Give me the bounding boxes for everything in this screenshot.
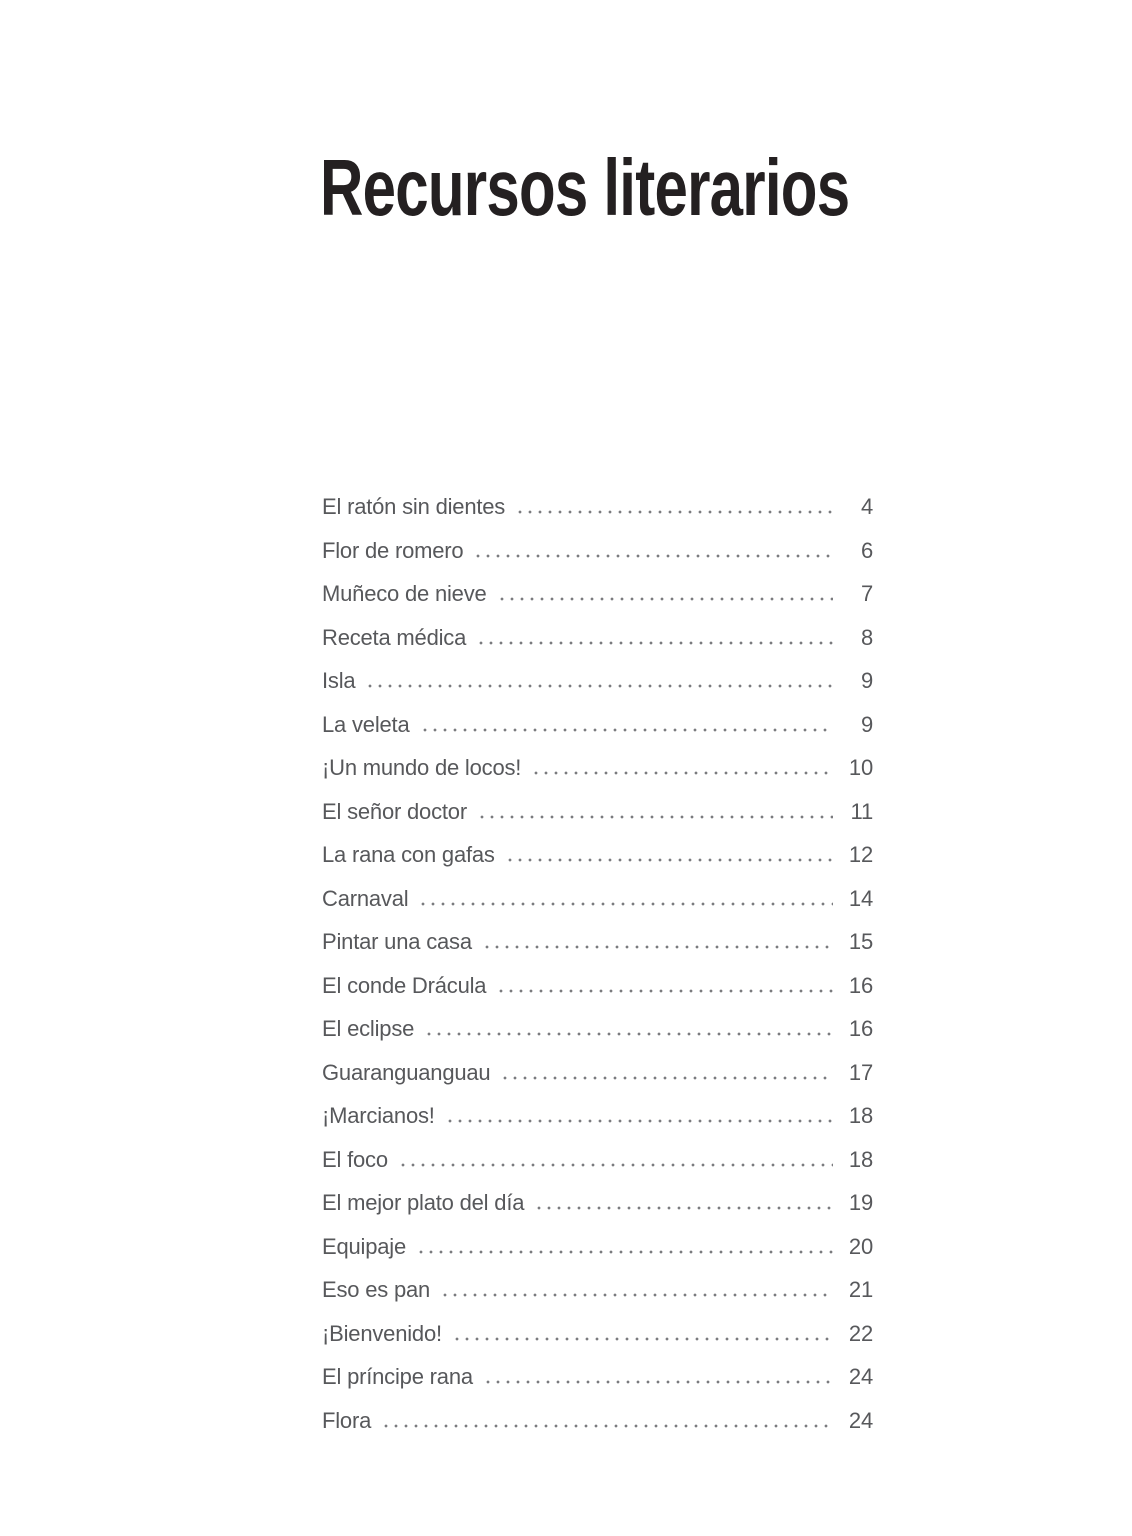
toc-entry-page-number: 24 xyxy=(848,1407,873,1433)
toc-entry-page-number: 16 xyxy=(848,972,873,998)
toc-entry xyxy=(322,799,873,843)
toc-entry xyxy=(322,886,873,930)
toc-entry-page-number: 18 xyxy=(848,1146,873,1172)
toc-entry xyxy=(322,712,873,756)
toc-entry-page-number: 7 xyxy=(860,581,873,606)
toc-entry-page-number: 12 xyxy=(848,842,873,867)
toc-list xyxy=(322,494,873,1451)
toc-entry-page-number: 21 xyxy=(848,1277,873,1302)
toc-entry-page-number: 20 xyxy=(848,1233,873,1259)
toc-entry-page-number: 19 xyxy=(848,1190,873,1215)
dotted-leader xyxy=(424,1028,833,1036)
toc-entry-page-number: 24 xyxy=(848,1364,873,1389)
toc-entry-label: ¡Bienvenido! xyxy=(322,1320,442,1346)
toc-entry xyxy=(322,668,873,712)
toc-entry-label: El ratón sin dientes xyxy=(322,494,506,519)
toc-entry-label: Eso es pan xyxy=(322,1277,431,1302)
toc-entry xyxy=(322,625,873,669)
dotted-leader xyxy=(440,1289,833,1297)
page-title: Recursos literarios xyxy=(320,143,850,232)
toc-entry-label: ¡Marcianos! xyxy=(322,1103,435,1128)
toc-entry-page-number: 22 xyxy=(848,1320,873,1346)
toc-entry-label: El señor doctor xyxy=(322,798,467,824)
toc-entry xyxy=(322,1060,873,1104)
toc-entry xyxy=(322,1321,873,1365)
toc-entry-label: El foco xyxy=(322,1146,388,1172)
toc-entry-label: Flora xyxy=(322,1407,372,1433)
toc-entry-page-number: 9 xyxy=(860,711,873,737)
toc-entry-page-number: 11 xyxy=(850,798,873,824)
toc-entry-label: ¡Un mundo de locos! xyxy=(322,755,522,780)
toc-entry xyxy=(322,538,873,582)
dotted-leader xyxy=(534,1202,833,1210)
toc-entry-page-number: 15 xyxy=(848,929,873,954)
toc-entry xyxy=(322,973,873,1017)
toc-entry-label: Muñeco de nieve xyxy=(322,581,487,606)
toc-entry xyxy=(322,1234,873,1278)
toc-entry xyxy=(322,1190,873,1234)
toc-entry xyxy=(322,494,873,538)
toc-entry-label: El príncipe rana xyxy=(322,1364,473,1389)
toc-entry-label: La rana con gafas xyxy=(322,842,495,867)
toc-entry xyxy=(322,1364,873,1408)
dotted-leader xyxy=(473,550,833,558)
toc-entry-label: Carnaval xyxy=(322,885,409,911)
toc-entry-page-number: 10 xyxy=(848,755,873,780)
toc-entry-label: El eclipse xyxy=(322,1016,415,1041)
dotted-leader xyxy=(381,1420,833,1428)
toc-entry-label: Receta médica xyxy=(322,624,467,650)
toc-entry xyxy=(322,842,873,886)
dotted-leader xyxy=(452,1333,833,1341)
toc-entry xyxy=(322,1147,873,1191)
dotted-leader xyxy=(497,593,833,601)
dotted-leader xyxy=(496,985,833,993)
toc-entry xyxy=(322,1277,873,1321)
dotted-leader xyxy=(418,898,833,906)
dotted-leader xyxy=(445,1115,833,1123)
toc-entry xyxy=(322,929,873,973)
toc-entry-label: El mejor plato del día xyxy=(322,1190,525,1215)
toc-entry-label: Isla xyxy=(322,668,356,693)
dotted-leader xyxy=(483,1376,833,1384)
toc-entry-page-number: 18 xyxy=(848,1103,873,1128)
dotted-leader xyxy=(476,637,833,645)
toc-entry-page-number: 9 xyxy=(860,668,873,693)
toc-entry xyxy=(322,1408,873,1452)
dotted-leader xyxy=(398,1159,833,1167)
toc-entry-label: Equipaje xyxy=(322,1233,407,1259)
dotted-leader xyxy=(420,724,834,732)
toc-entry xyxy=(322,581,873,625)
toc-entry xyxy=(322,1103,873,1147)
dotted-leader xyxy=(477,811,833,819)
dotted-leader xyxy=(515,506,833,514)
toc-entry-label: La veleta xyxy=(322,711,410,737)
toc-entry xyxy=(322,755,873,799)
dotted-leader xyxy=(365,680,833,688)
toc-entry-page-number: 16 xyxy=(848,1016,873,1041)
toc-entry-page-number: 14 xyxy=(848,885,873,911)
toc-entry-page-number: 6 xyxy=(860,537,873,563)
toc-entry-page-number: 8 xyxy=(860,624,873,650)
dotted-leader xyxy=(505,854,833,862)
toc-entry-page-number: 17 xyxy=(848,1059,873,1085)
toc-entry-label: Pintar una casa xyxy=(322,929,472,954)
toc-entry-page-number: 4 xyxy=(860,494,873,519)
toc-entry-label: Flor de romero xyxy=(322,537,464,563)
dotted-leader xyxy=(416,1246,833,1254)
toc-entry xyxy=(322,1016,873,1060)
toc-entry-label: Guaranguanguau xyxy=(322,1059,491,1085)
toc-entry-label: El conde Drácula xyxy=(322,972,487,998)
dotted-leader xyxy=(500,1072,833,1080)
dotted-leader xyxy=(531,767,833,775)
dotted-leader xyxy=(482,941,833,949)
